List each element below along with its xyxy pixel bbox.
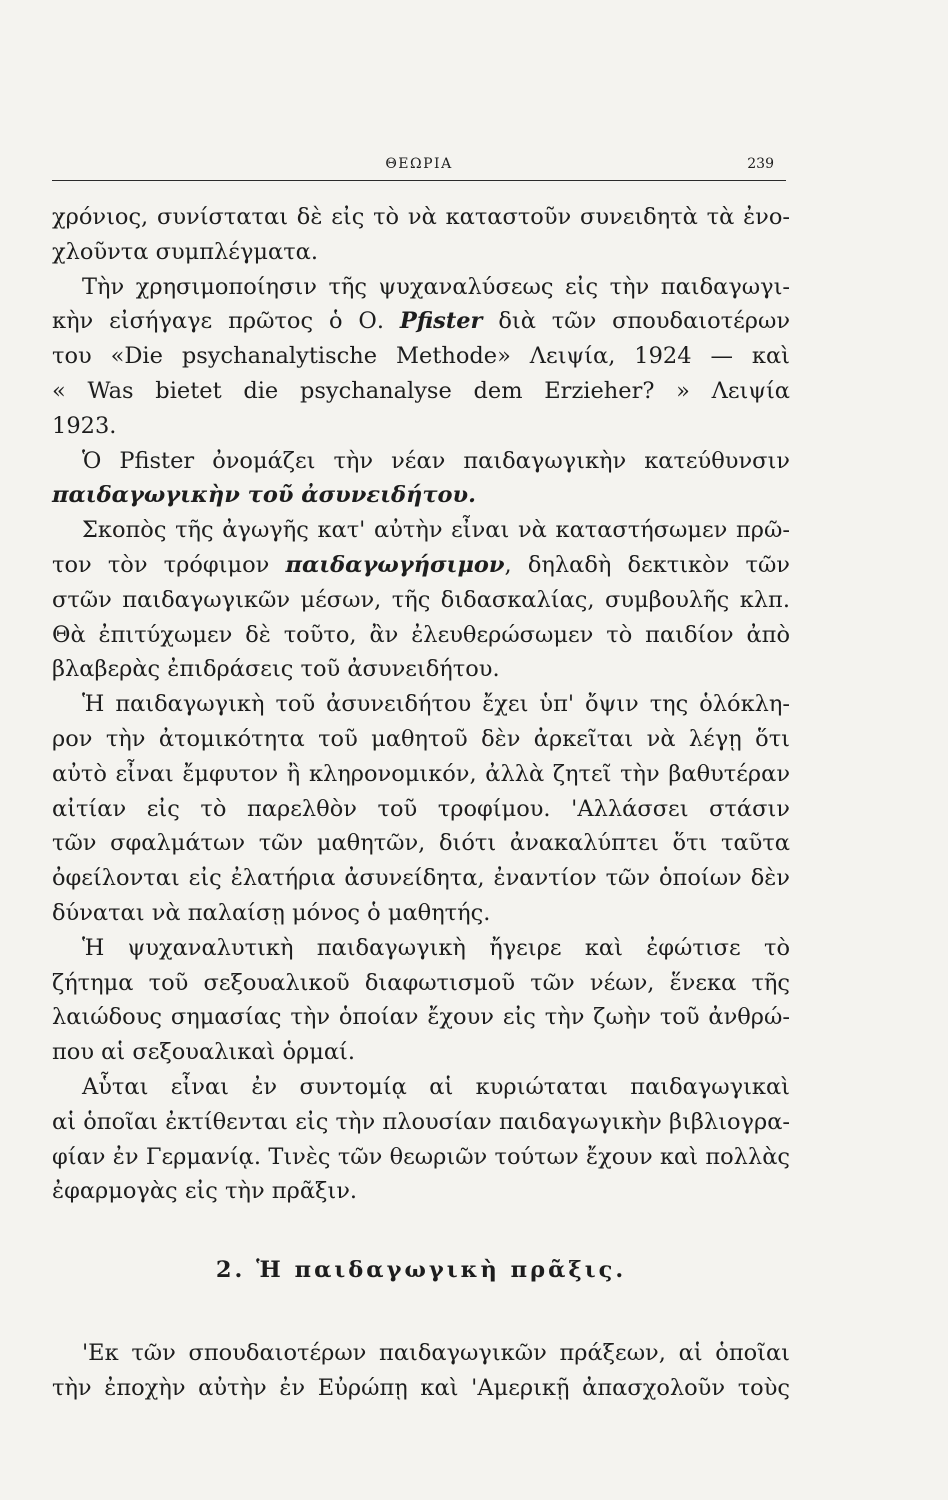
emphasis-line: παιδαγωγικὴν τοῦ ἀσυνειδήτου. <box>52 482 476 509</box>
text-line: Αὗται εἶναι ἐν συντομίᾳ αἱ κυριώταται παιδαγωγικαὶ <box>82 1073 790 1100</box>
text-line: « Was bietet die psychanalyse dem Erzieher? » Λειψία <box>52 377 790 404</box>
text-line: του «Die psychanalytische Methode» Λειψία, 1924 — καὶ <box>52 343 790 370</box>
text-line: ζήτημα τοῦ σεξουαλικοῦ διαφωτισμοῦ τῶν νέων, ἕνεκα τῆς <box>52 969 790 996</box>
page-number: 239 <box>747 156 774 172</box>
text-line: Τὴν χρησιμοποίησιν τῆς ψυχαναλύσεως εἰς τὴν παιδαγωγι- <box>82 273 790 300</box>
text-line: Θὰ ἐπιτύχωμεν δὲ τοῦτο, ἂν ἐλευθερώσωμεν τὸ παιδίον ἀπὸ <box>52 621 790 648</box>
text-line: Σκοπὸς τῆς ἀγωγῆς κατ' αὐτὴν εἶναι νὰ καταστήσωμεν πρῶ- <box>82 517 790 544</box>
text-line: Ὁ Pfister ὀνομάζει τὴν νέαν παιδαγωγικὴν κατεύθυνσιν <box>82 447 790 474</box>
text-line: δύναται νὰ παλαίσῃ μόνος ὁ μαθητής. <box>52 899 491 926</box>
text-line: αἱ ὁποῖαι ἐκτίθενται εἰς τὴν πλουσίαν παιδαγωγικὴν βιβλιογρα- <box>52 1108 790 1135</box>
text-line <box>52 304 790 339</box>
section-heading: 2. Ἡ παιδαγωγικὴ πρᾶξις. <box>215 1257 627 1284</box>
text-line: φίαν ἐν Γερμανίᾳ. Τινὲς τῶν θεωριῶν τούτων ἔχουν καὶ πολλὰς <box>52 1143 790 1170</box>
text-line: Ἡ παιδαγωγικὴ τοῦ ἀσυνειδήτου ἔχει ὑπ' ὄψιν της ὁλόκλη- <box>82 691 790 718</box>
running-head <box>52 150 786 181</box>
text-line: αὐτὸ εἶναι ἔμφυτον ἢ κληρονομικόν, ἀλλὰ ζητεῖ τὴν βαθυτέραν <box>52 760 790 787</box>
text-run: διὰ τῶν σπουδαιοτέρων <box>498 308 790 335</box>
text-line: 'Εκ τῶν σπουδαιοτέρων παιδαγωγικῶν πράξεων, αἱ ὁποῖαι <box>82 1339 790 1366</box>
page-body <box>52 200 790 1406</box>
text-line: χρόνιος, συνίσταται δὲ εἰς τὸ νὰ καταστοῦν συνειδητὰ τὰ ἐνο- <box>52 204 790 230</box>
text-run: , δηλαδὴ δεκτικὸν τῶν <box>504 551 790 578</box>
text-line <box>52 548 790 583</box>
running-title: ΘΕΩΡΙΑ <box>385 156 453 172</box>
text-run: τον τὸν τρόφιμον <box>52 551 286 578</box>
text-line: στῶν παιδαγωγικῶν μέσων, τῆς διδασκαλίας, συμβουλῆς κλπ. <box>52 586 790 613</box>
text-line: που αἱ σεξουαλικαὶ ὁρμαί. <box>52 1039 356 1066</box>
text-line: λαιώδους σημασίας τὴν ὁποίαν ἔχουν εἰς τὴν ζωὴν τοῦ ἀνθρώ- <box>52 1004 790 1031</box>
text-line: τὴν ἐποχὴν αὐτὴν ἐν Εὐρώπῃ καὶ 'Αμερικῇ ἀπασχολοῦν τοὺς <box>52 1374 790 1401</box>
text-line: αἰτίαν εἰς τὸ παρελθὸν τοῦ τροφίμου. 'Αλλάσσει στάσιν <box>52 795 790 822</box>
text-run: κὴν εἰσήγαγε πρῶτος ὁ Ο. <box>52 308 400 335</box>
text-line: ρον τὴν ἀτομικότητα τοῦ μαθητοῦ δὲν ἀρκεῖται νὰ λέγῃ ὅτι <box>52 725 790 752</box>
text-line: Ἡ ψυχαναλυτικὴ παιδαγωγικὴ ἤγειρε καὶ ἐφώτισε τὸ <box>82 934 790 961</box>
emphasis-term: παιδαγωγήσιμον <box>285 551 505 578</box>
author-name: Pfister <box>399 308 483 335</box>
text-line: 1923. <box>52 412 117 439</box>
text-line: ἐφαρμογὰς εἰς τὴν πρᾶξιν. <box>52 1178 358 1205</box>
text-line: ὀφείλονται εἰς ἐλατήρια ἀσυνείδητα, ἐναντίον τῶν ὁποίων δὲν <box>52 865 790 892</box>
text-line: βλαβερὰς ἐπιδράσεις τοῦ ἀσυνειδήτου. <box>52 656 500 683</box>
text-line: χλοῦντα συμπλέγματα. <box>52 238 319 265</box>
text-line: τῶν σφαλμάτων τῶν μαθητῶν, διότι ἀνακαλύπτει ὅτι ταῦτα <box>52 830 790 857</box>
